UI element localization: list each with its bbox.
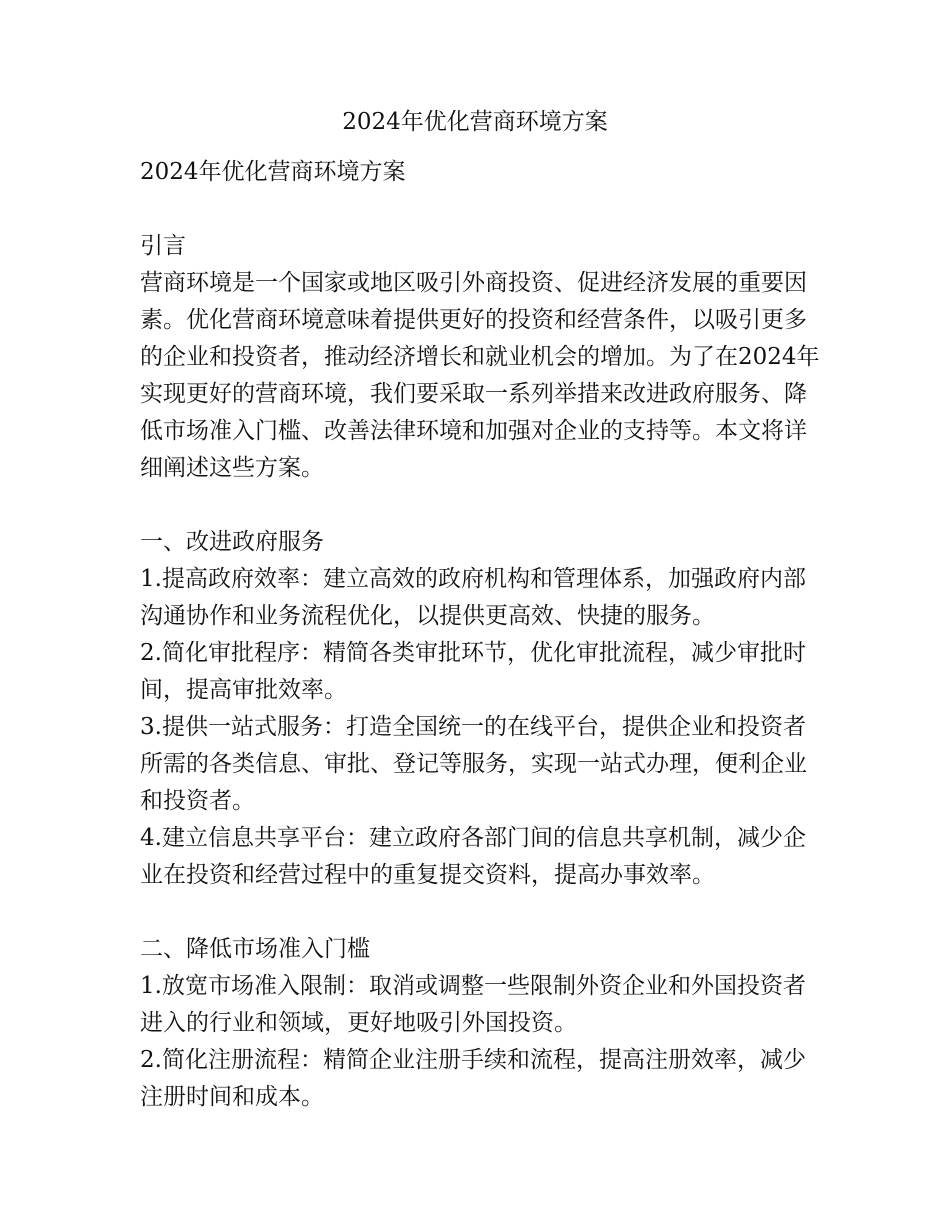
paragraph-gap xyxy=(140,894,820,931)
section-1-item-4: 4.建立信息共享平台：建立政府各部门间的信息共享机制，减少企业在投资和经营过程中的重复提交资料，提高办事效率。 xyxy=(140,825,806,888)
document-subtitle: 2024年优化营商环境方案 xyxy=(140,159,406,185)
section-1-item-2: 2.简化审批程序：精简各类审批环节，优化审批流程，减少审批时间，提高审批效率。 xyxy=(140,640,806,703)
paragraph-gap xyxy=(140,487,820,524)
section-1-item-3: 3.提供一站式服务：打造全国统一的在线平台，提供企业和投资者所需的各类信息、审批、登记等服务，实现一站式办理，便利企业和投资者。 xyxy=(140,714,807,814)
section-2-item-1: 1.放宽市场准入限制：取消或调整一些限制外资企业和外国投资者进入的行业和领域，更好地吸引外国投资。 xyxy=(140,973,806,1036)
document-title: 2024年优化营商环境方案 xyxy=(342,109,608,135)
intro-paragraph: 营商环境是一个国家或地区吸引外商投资、促进经济发展的重要因素。优化营商环境意味着提供更好的投资和经营条件，以吸引更多的企业和投资者，推动经济增长和就业机会的增加。为了在2024年实现更好的营商环境，我们要采取一系列举措来改进政府服务、降低市场准入门槛、改善法律环境和加强对企业的支持等。本文将详细阐述这些方案。 xyxy=(140,270,820,481)
section-1-heading: 一、改进政府服务 xyxy=(140,529,324,555)
intro-heading: 引言 xyxy=(140,233,186,259)
section-2-heading: 二、降低市场准入门槛 xyxy=(140,936,370,962)
section-1-item-1: 1.提高政府效率：建立高效的政府机构和管理体系，加强政府内部沟通协作和业务流程优化，以提供更高效、快捷的服务。 xyxy=(140,566,806,629)
section-2-item-2: 2.简化注册流程：精简企业注册手续和流程，提高注册效率，减少注册时间和成本。 xyxy=(140,1047,806,1110)
document-body xyxy=(140,154,820,1116)
paragraph-gap xyxy=(140,191,820,228)
